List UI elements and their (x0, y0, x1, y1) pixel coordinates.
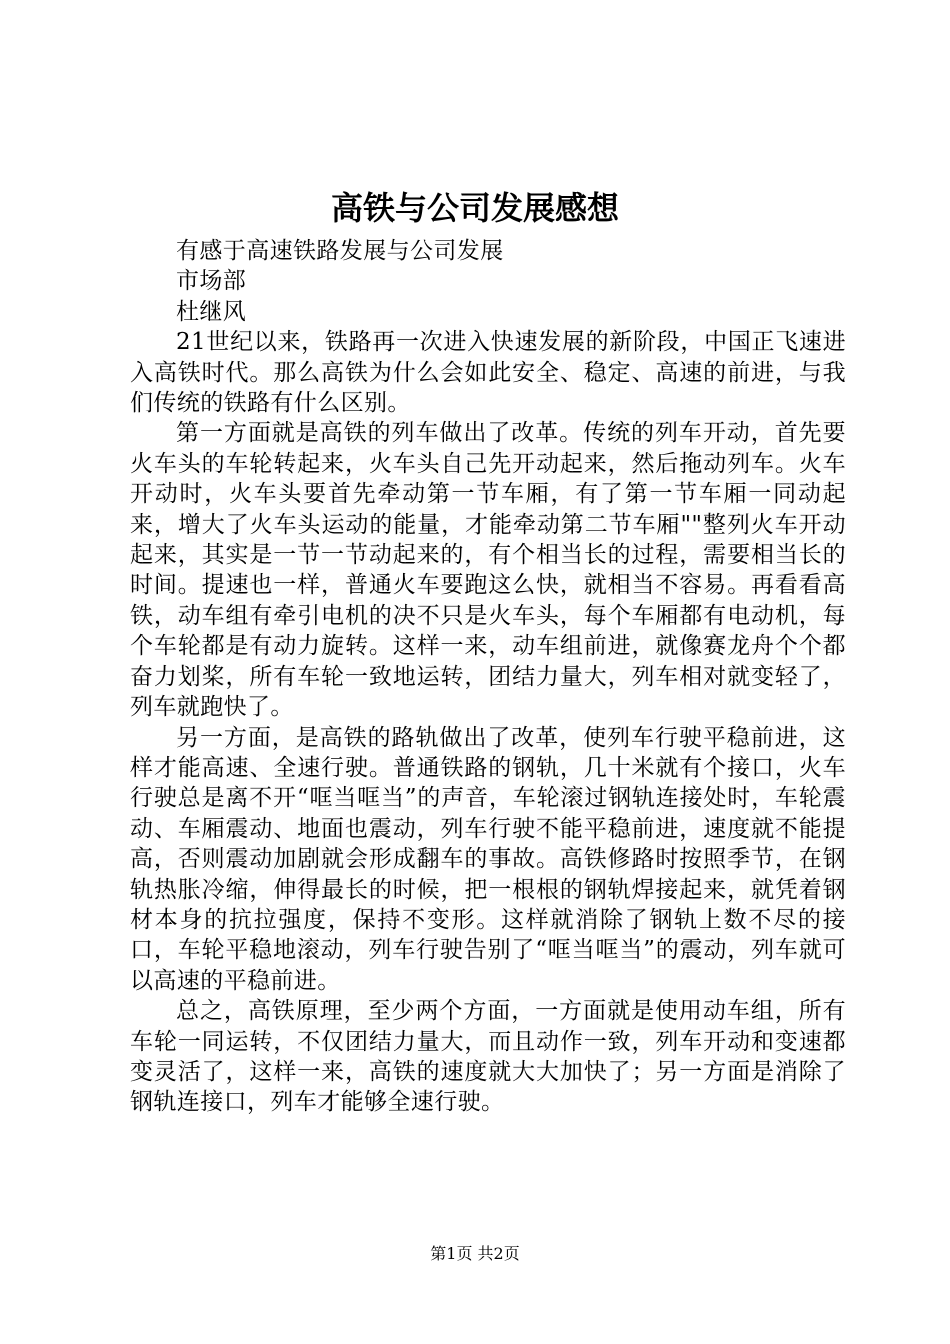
paragraph-rail-reform: 另一方面，是高铁的路轨做出了改革，使列车行驶平稳前进，这样才能高速、全速行驶。普通铁路的钢轨，几十米就有个接口，火车行驶总是离不开“哐当哐当”的声音，车轮滚过钢轨连接处时，车轮震动、车厢震动、地面也震动，列车行驶不能平稳前进，速度就不能提高，否则震动加剧就会形成翻车的事故。高铁修路时按照季节，在钢轨热胀冷缩，伸得最长的时候，把一根根的钢轨焊接起来，就凭着钢材本身的抗拉强度，保持不变形。这样就消除了钢轨上数不尽的接口，车轮平稳地滚动，列车行驶告别了“哐当哐当”的震动，列车就可以高速的平稳前进。 (130, 724, 846, 994)
paragraph-summary: 总之，高铁原理，至少两个方面，一方面就是使用动车组，所有车轮一同运转，不仅团结力量大，而且动作一致，列车开动和变速都变灵活了，这样一来，高铁的速度就大大加快了；另一方面是消除了钢轨连接口，列车才能够全速行驶。 (130, 998, 846, 1116)
author-line: 杜继风 (176, 298, 247, 325)
page-indicator: 第1页 共2页 (430, 1244, 520, 1263)
paragraph-intro: 21世纪以来，铁路再一次进入快速发展的新阶段，中国正飞速进入高铁时代。那么高铁为什么会如此安全、稳定、高速的前进，与我们传统的铁路有什么区别。 (130, 329, 846, 417)
subtitle-line: 有感于高速铁路发展与公司发展 (176, 238, 504, 264)
document-body (130, 236, 846, 1118)
paragraph-train-reform: 第一方面就是高铁的列车做出了改革。传统的列车开动，首先要火车头的车轮转起来，火车头自己先开动起来，然后拖动列车。火车开动时，火车头要首先牵动第一节车厢，有了第一节车厢一同动起来，增大了火车头运动的能量，才能牵动第二节车厢""整列火车开动起来，其实是一节一节动起来的，有个相当长的过程，需要相当长的时间。提速也一样，普通火车要跑这么快，就相当不容易。再看看高铁，动车组有牵引电机的决不只是火车头，每个车厢都有电动机，每个车轮都是有动力旋转。这样一来，动车组前进，就像赛龙舟个个都奋力划桨，所有车轮一致地运转，团结力量大，列车相对就变轻了，列车就跑快了。 (130, 420, 846, 721)
document-title: 高铁与公司发展感想 (330, 189, 619, 227)
department-line: 市场部 (176, 268, 247, 295)
